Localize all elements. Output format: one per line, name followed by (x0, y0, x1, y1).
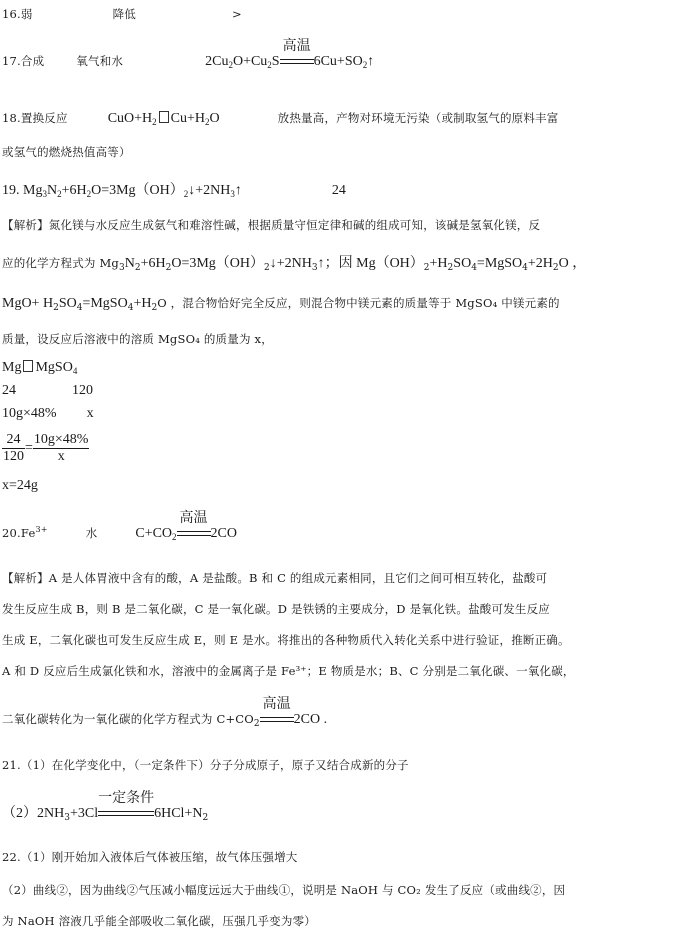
q20-analysis-5: 二氧化碳转化为一氧化碳的化学方程式为 $C+CO_2$ 高温 2CO . (2, 697, 328, 729)
q16-line (2, 6, 242, 22)
q21-text-2: $(2)2NH_3+3Cl$ 一定条件 $6HCl+N_2$ (2, 791, 209, 823)
q21-text-1: 21.（1）在化学变化中，（一定条件下）分子分成原子，原子又结合成新的分子 (2, 758, 409, 772)
reaction-condition: 高温 (280, 54, 314, 70)
q22-text-3: 为 NaOH 溶液几乎能全部吸收二氧化碳，压强几乎变为零） (2, 914, 316, 928)
q17-answer-a: 氧气和水 (76, 54, 124, 68)
q20-line (2, 511, 237, 542)
q16-number: 16.弱 (2, 7, 33, 21)
q19-calc-formula: Mg MgSO$_4$ (2, 360, 78, 376)
q19-proportion: $\frac{24}{120}$ = $\frac{10g\times 48\%}{x}$ (3, 432, 89, 464)
q16-answer-a: 降低 (112, 7, 136, 21)
q16-answer-b: > (232, 7, 242, 21)
q17-line (2, 39, 375, 70)
q18-number: 18.置换反应 (2, 111, 68, 125)
q20-analysis-2: 发生反应生成 B，则 B 是二氧化碳，C 是一氧化碳。D 是铁锈的主要成分，D 是氧化铁。盐酸可发生反应 (2, 602, 550, 616)
q20-equation: $C+CO_2$ 高温 2CO (135, 511, 237, 542)
q19-analysis-3: $MgO+ H_2SO_4=MgSO_4+H_2O$ ，混合物恰好完全反应，则混合物中镁元素的质量等于 MgSO₄ 中镁元素的 (2, 296, 560, 313)
q20-analysis-3: 生成 E，二氧化碳也可发生反应生成 E，则 E 是水。将推出的各种物质代入转化关系中进行验证，推断正确。 (2, 633, 570, 647)
q18-line (2, 107, 558, 127)
q19-equation-line (2, 179, 346, 199)
q19-result: x=24g (2, 478, 38, 493)
q19-equation: 19. $Mg_3N_2+6H_2O=3Mg(OH)_2↓+2NH_3↑$ (2, 183, 242, 199)
q20-analysis-4: A 和 D 反应后生成氯化铁和水，溶液中的金属离子是 Fe³⁺；E 物质是水；B、C 分别是二氧化碳、一氧化碳， (2, 664, 575, 678)
q19-analysis-1: 【解析】氮化镁与水反应生成氨气和难溶性碱，根据质量守恒定律和碱的组成可知，该碱是氢氧化镁，反 (2, 218, 541, 232)
q19-calc-masses: 10g×48% x (2, 406, 94, 421)
q18-text-2: 或氢气的燃烧热值高等） (2, 145, 131, 159)
q20-answer-a: 水 (85, 526, 98, 540)
q20-analysis-1: 【解析】A 是人体胃液中含有的酸，A 是盐酸。B 和 C 的组成元素相同，且它们之间可相互转化，盐酸可 (2, 571, 548, 585)
q17-equation: $2Cu_2O+Cu_2S$ 高温 $6Cu+SO_2↑$ (205, 39, 375, 70)
q19-analysis-4: 质量，设反应后溶液中的溶质 MgSO₄ 的质量为 x， (2, 332, 273, 346)
q18-text-1: 放热量高，产物对环境无污染（或制取氢气的原料丰富 (277, 111, 559, 125)
q20-number: $20.Fe^{3+}$ (2, 525, 48, 540)
q19-calc-ratio: 24 120 (2, 383, 93, 398)
q17-number: 17.合成 (2, 54, 45, 68)
q18-equation: $CuO+H_2$ $Cu+H_2O$ (107, 111, 220, 127)
q22-text-1: 22.（1）刚开始加入液体后气体被压缩，故气体压强增大 (2, 850, 298, 864)
q19-analysis-2: 应的化学方程式为 $Mg_3N_2+6H_2O=3Mg(OH)_2↓+2NH_3↑$；因 $Mg(OH)_2+H_2SO_4=MgSO_4+2H_2O$ ， (2, 256, 587, 273)
q19-answer: 24 (331, 183, 346, 198)
q22-text-2: （2）曲线②，因为曲线②气压减小幅度远远大于曲线①，说明是 NaOH 与 CO₂ 发生了反应（或曲线②，因 (2, 883, 566, 897)
